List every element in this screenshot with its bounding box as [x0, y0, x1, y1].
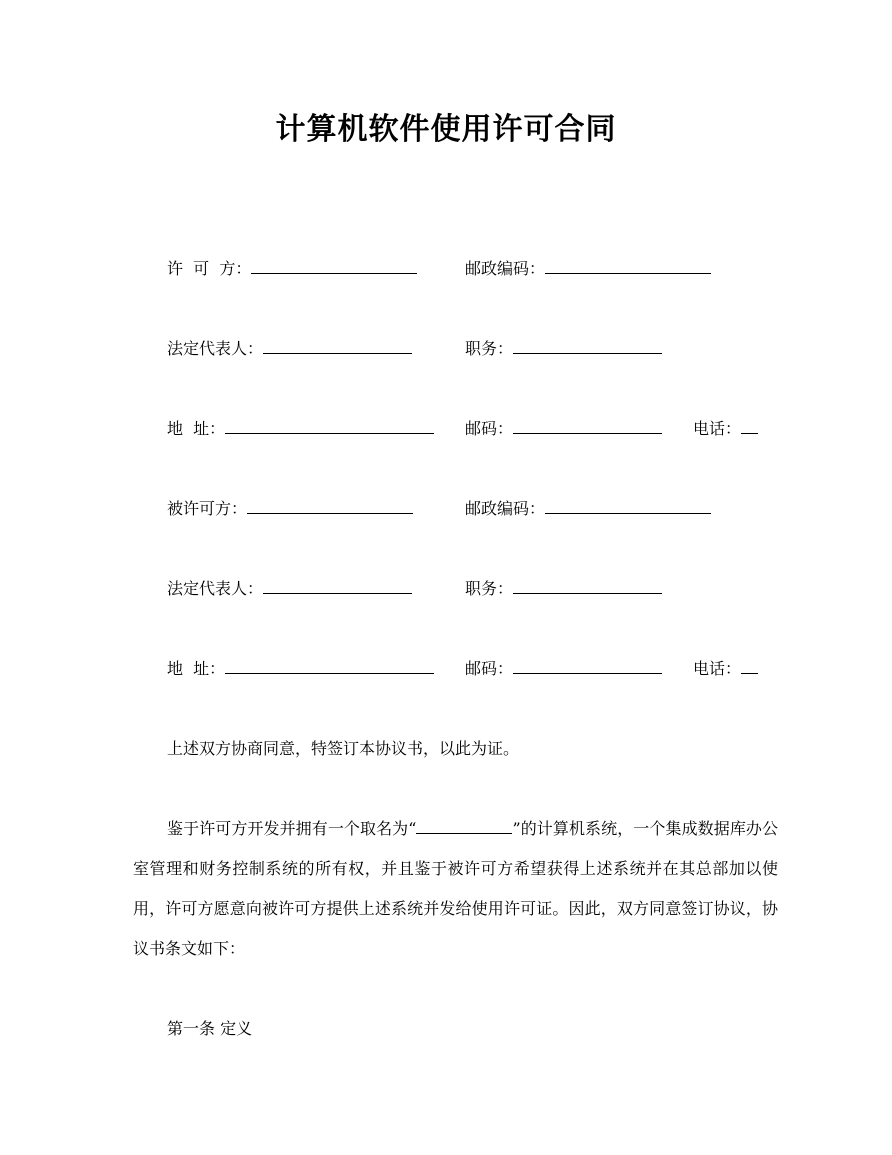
licensor-position-field: [465, 336, 662, 362]
licensee-address-field: [167, 656, 434, 682]
licensor-row-party: [167, 256, 787, 282]
licensee-postal-blank[interactable]: [545, 499, 711, 514]
licensor-row-rep: [167, 336, 787, 362]
licensee-row-rep: [167, 576, 787, 602]
licensee-address-blank[interactable]: [225, 659, 434, 674]
licensor-address-field: [167, 416, 434, 442]
contract-title: 计算机软件使用许可合同: [275, 112, 617, 147]
licensee-row-address: [167, 656, 787, 682]
licensor-zip-label: 邮码：: [465, 419, 514, 438]
recital-part2: ”的计算机系统，一个集成数据库办公室管理和财务控制系统的所有权，并且鉴于被许可方希望获得上述系统并在其总部加以使用，许可方愿意向被许可方提供上述系统并发给使用许可证。因此，双方同意签订协议，协议书条文如下：: [133, 819, 778, 958]
licensee-zip-label: 邮码：: [465, 659, 514, 678]
licensor-address-label: 地 址：: [167, 419, 226, 438]
recital-paragraph: [133, 809, 778, 969]
licensor-party-field: [167, 256, 417, 282]
licensor-zip-field: [465, 416, 662, 442]
licensor-position-label: 职务：: [465, 339, 514, 358]
licensor-rep-blank[interactable]: [263, 339, 412, 354]
licensor-phone-blank[interactable]: [741, 419, 758, 434]
licensee-phone-field: [693, 656, 758, 682]
licensee-party-blank[interactable]: [247, 499, 413, 514]
system-name-blank[interactable]: [416, 819, 512, 834]
licensee-rep-blank[interactable]: [263, 579, 412, 594]
licensor-rep-label: 法定代表人：: [167, 339, 264, 358]
licensee-row-party: [167, 496, 787, 522]
recital-part1: 鉴于许可方开发并拥有一个取名为“: [167, 819, 417, 838]
licensor-postal-label: 邮政编码：: [465, 259, 546, 278]
licensor-row-address: [167, 416, 787, 442]
licensee-zip-field: [465, 656, 662, 682]
licensee-position-blank[interactable]: [513, 579, 662, 594]
licensee-phone-label: 电话：: [693, 659, 742, 678]
article-1-heading: 第一条 定义: [167, 1019, 253, 1038]
licensor-postal-blank[interactable]: [545, 259, 711, 274]
licensee-position-label: 职务：: [465, 579, 514, 598]
licensor-address-blank[interactable]: [225, 419, 434, 434]
licensee-phone-blank[interactable]: [741, 659, 758, 674]
agreement-statement: 上述双方协商同意，特签订本协议书，以此为证。: [167, 739, 520, 758]
licensee-party-label: 被许可方：: [167, 499, 248, 518]
licensor-zip-blank[interactable]: [513, 419, 662, 434]
licensee-position-field: [465, 576, 662, 602]
licensor-party-label: 许 可 方：: [167, 259, 252, 278]
licensee-party-field: [167, 496, 413, 522]
licensee-address-label: 地 址：: [167, 659, 226, 678]
licensor-phone-label: 电话：: [693, 419, 742, 438]
licensor-rep-field: [167, 336, 412, 362]
licensee-rep-label: 法定代表人：: [167, 579, 264, 598]
licensee-postal-field: [465, 496, 711, 522]
licensor-position-blank[interactable]: [513, 339, 662, 354]
licensor-party-blank[interactable]: [251, 259, 417, 274]
licensor-postal-field: [465, 256, 711, 282]
licensor-phone-field: [693, 416, 758, 442]
licensee-rep-field: [167, 576, 412, 602]
licensee-zip-blank[interactable]: [513, 659, 662, 674]
licensee-postal-label: 邮政编码：: [465, 499, 546, 518]
